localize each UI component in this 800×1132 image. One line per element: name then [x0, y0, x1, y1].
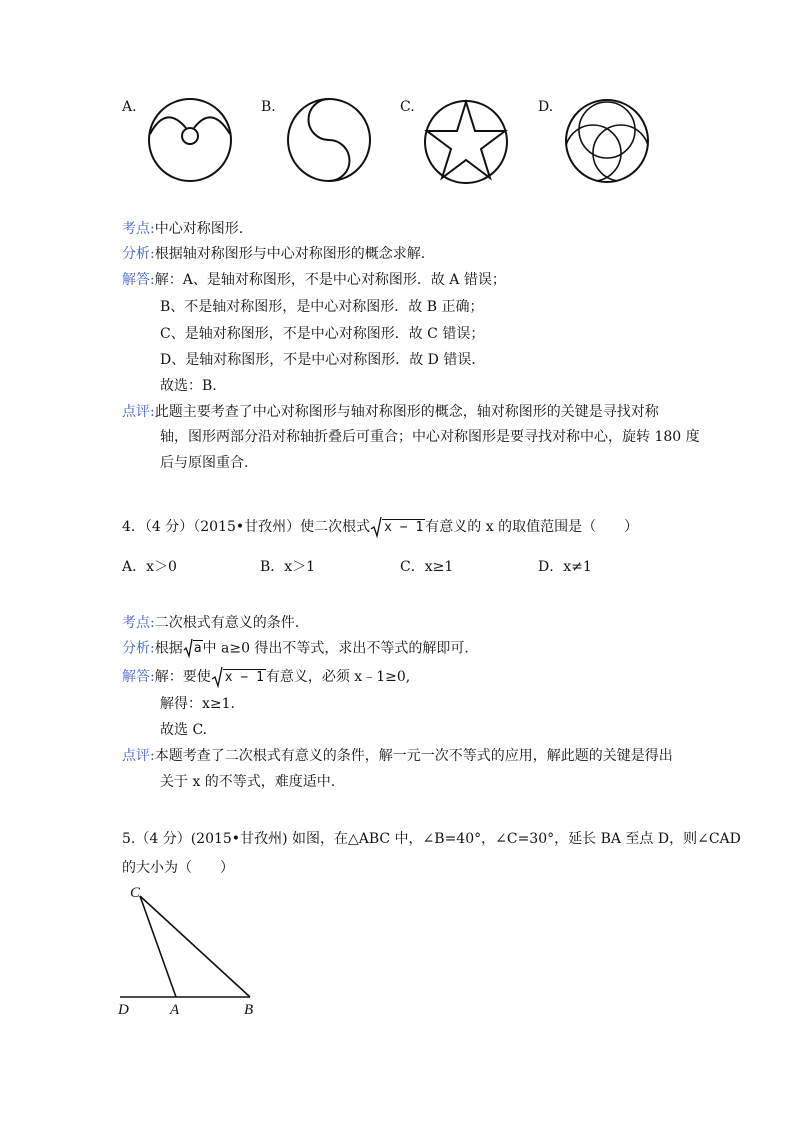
- q4-dianping: [122, 746, 673, 766]
- line-ca: [140, 896, 176, 997]
- option-d-label: D.: [538, 99, 554, 115]
- fenxi-label: 分析:: [122, 640, 155, 657]
- kaodian-text: 二次根式有意义的条件.: [154, 615, 300, 631]
- q3-fenxi: [122, 244, 425, 264]
- fenxi-text: 根据轴对称图形与中心对称图形的概念求解.: [154, 246, 426, 262]
- sqrt-x-minus-1: [211, 666, 266, 688]
- jieda-line: D、是轴对称图形，不是中心对称图形．故 D 错误．: [160, 352, 486, 368]
- q4-kaodian: [122, 613, 299, 633]
- dianping-line: 后与原图重合.: [160, 455, 249, 471]
- label-b: B: [244, 1002, 254, 1018]
- fenxi-suffix: 中 a≥0 得出不等式，求出不等式的解即可.: [202, 640, 469, 657]
- dianping-label: 点评:: [122, 404, 155, 420]
- option-b-figure: [287, 98, 377, 188]
- fenxi-prefix: 根据: [154, 640, 183, 657]
- q3-kaodian: [122, 219, 243, 239]
- kaodian-text: 中心对称图形.: [154, 221, 244, 237]
- q4-choice-a: A．x＞0: [122, 559, 177, 575]
- fenxi-label: 分析:: [122, 246, 155, 262]
- q4-stem-prefix: 4．（4 分）（2015•甘孜州）使二次根式: [122, 519, 371, 535]
- option-b-label: B.: [261, 99, 276, 115]
- option-d-figure: [565, 98, 655, 188]
- dianping-line: 本题考查了二次根式有意义的条件，解一元一次不等式的应用，解此题的关键是得出: [154, 748, 673, 764]
- jieda-line: 故选：B.: [160, 378, 217, 394]
- dianping-line: 轴，图形两部分沿对称轴折叠后可重合；中心对称图形是要寻找对称中心，旋转 180 度: [160, 429, 700, 445]
- jieda-line: B、不是轴对称图形，是中心对称图形．故 B 正确；: [160, 299, 484, 315]
- label-c: C: [130, 885, 141, 901]
- option-c-figure: [424, 98, 514, 188]
- triangle-figure: [110, 882, 280, 1022]
- q5-stem-line2: 的大小为（ ）: [122, 860, 234, 876]
- q3-dianping: [122, 402, 659, 422]
- jieda-prefix: 解：要使: [154, 669, 211, 685]
- q4-stem: [122, 516, 638, 538]
- q4-choice-c: C．x≥1: [400, 559, 454, 575]
- q4-stem-suffix: 有意义的 x 的取值范围是（ ）: [425, 519, 639, 535]
- dianping-line: 关于 x 的不等式，难度适中.: [160, 774, 336, 790]
- q4-choice-b: B．x＞1: [260, 559, 316, 575]
- line-cb: [140, 896, 250, 997]
- jieda-line: 解得：x≥1.: [160, 696, 235, 712]
- q4-jieda: [122, 666, 410, 688]
- kaodian-label: 考点:: [122, 221, 155, 237]
- jieda-suffix: 有意义，必须 x﹣1≥0,: [265, 669, 411, 685]
- fenxi-radicand: a: [193, 641, 202, 656]
- jieda-line: C、是轴对称图形，不是中心对称图形．故 C 错误；: [160, 326, 485, 342]
- label-a: A: [170, 1002, 180, 1018]
- q3-jieda: [122, 270, 506, 290]
- jieda-label: 解答:: [122, 272, 155, 288]
- jieda-line: 故选 C.: [160, 722, 208, 738]
- q4-radicand: x − 1: [384, 520, 424, 535]
- option-a-label: A.: [122, 99, 137, 115]
- dianping-label: 点评:: [122, 748, 155, 764]
- jieda-radicand: x − 1: [224, 670, 264, 685]
- dianping-line: 此题主要考查了中心对称图形与轴对称图形的概念，轴对称图形的关键是寻找对称: [154, 404, 659, 420]
- q5-stem-line1: 5.（4 分）(2015•甘孜州) 如图，在△ABC 中，∠B=40°，∠C=30°，延长 BA 至点 D，则∠CAD: [122, 831, 741, 847]
- q4-choice-d: D．x≠1: [538, 559, 592, 575]
- jieda-line: 解：A、是轴对称图形，不是中心对称图形．故 A 错误；: [154, 272, 506, 288]
- sqrt-a: [183, 638, 203, 659]
- jieda-label: 解答:: [122, 669, 155, 685]
- q4-fenxi: [122, 638, 469, 659]
- kaodian-label: 考点:: [122, 615, 155, 631]
- label-d: D: [118, 1002, 129, 1018]
- sqrt-x-minus-1: [370, 516, 425, 538]
- option-c-label: C.: [400, 99, 415, 115]
- option-a-figure: [148, 98, 238, 188]
